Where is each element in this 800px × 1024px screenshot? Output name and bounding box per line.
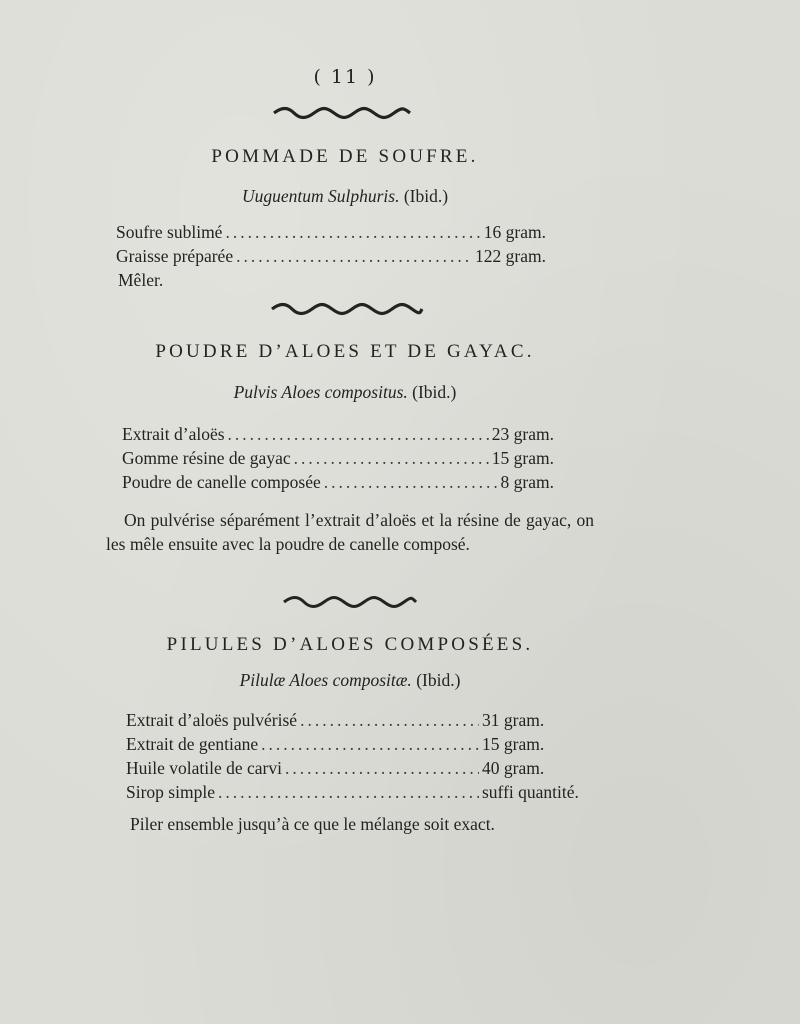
- ingredient-row: [126, 710, 592, 734]
- section-subtitle: [0, 186, 690, 207]
- reference: (Ibid.): [412, 382, 457, 402]
- wave-ornament: [272, 106, 412, 120]
- leader-dots: [294, 448, 489, 469]
- section-title: PILULES D’ALOES COMPOSÉES.: [166, 634, 534, 655]
- ingredient-quantity: 31 gram.: [482, 710, 545, 730]
- page-number: ( 11 ): [313, 66, 377, 88]
- ingredient-row: [122, 472, 554, 496]
- latin-name: Pilulæ Aloes compositæ.: [239, 670, 412, 690]
- leader-dots: [225, 222, 480, 243]
- ingredient-quantity: 15 gram.: [491, 448, 554, 468]
- instruction-text: Piler ensemble jusqu’à ce que le mélange soit exact.: [130, 814, 495, 834]
- leader-dots: [300, 710, 479, 731]
- leader-dots: [228, 424, 489, 445]
- latin-name: Pulvis Aloes compositus.: [233, 382, 408, 402]
- ingredient-row: [116, 246, 546, 270]
- ingredient-name: Sirop simple: [126, 782, 215, 802]
- ingredient-name: Extrait d’aloës: [122, 424, 225, 444]
- ingredient-name: Extrait de gentiane: [126, 734, 259, 754]
- ingredient-row: [122, 448, 554, 472]
- section-subtitle: [0, 670, 700, 691]
- latin-name: Uuguentum Sulphuris.: [241, 186, 400, 206]
- section-subtitle: [0, 382, 690, 403]
- section-title: POMMADE DE SOUFRE.: [211, 146, 479, 167]
- ingredient-row: [126, 782, 592, 806]
- ingredient-row: [126, 758, 592, 782]
- ingredient-quantity: 8 gram.: [500, 472, 554, 492]
- reference: (Ibid.): [416, 670, 461, 690]
- ingredient-name: Poudre de canelle composée: [122, 472, 321, 492]
- ingredient-row: [126, 734, 592, 758]
- leader-dots: [218, 782, 479, 803]
- ingredient-row: [116, 222, 546, 246]
- leader-dots: [285, 758, 479, 779]
- ingredient-quantity: 16 gram.: [483, 222, 546, 242]
- ingredient-name: Soufre sublimé: [116, 222, 223, 242]
- ingredient-list: [126, 710, 592, 806]
- reference: (Ibid.): [403, 186, 449, 206]
- ingredient-list: [116, 222, 546, 270]
- ingredient-list: [122, 424, 554, 496]
- instruction-text: Mêler.: [118, 270, 164, 290]
- ingredient-name: Huile volatile de carvi: [126, 758, 282, 778]
- instruction-paragraph: On pulvérise séparément l’extrait d’aloës et la résine de gayac, on les mêle ensuite avec la poudre de canelle composé.: [106, 510, 594, 554]
- ingredient-name: Gomme résine de gayac: [122, 448, 291, 468]
- ingredient-row: [122, 424, 554, 448]
- section-title: POUDRE D’ALOES ET DE GAYAC.: [155, 341, 535, 362]
- ingredient-quantity: suffi quantité.: [482, 782, 579, 802]
- ingredient-quantity: 122 gram.: [475, 246, 546, 266]
- ingredient-name: Extrait d’aloës pulvérisé: [126, 710, 298, 730]
- ingredient-quantity: 23 gram.: [491, 424, 554, 444]
- ingredient-name: Graisse préparée: [116, 246, 234, 266]
- ingredient-quantity: 15 gram.: [482, 734, 545, 754]
- leader-dots: [236, 246, 472, 267]
- wave-ornament: [282, 595, 418, 609]
- leader-dots: [261, 734, 479, 755]
- wave-ornament: [270, 302, 424, 316]
- ingredient-quantity: 40 gram.: [482, 758, 545, 778]
- leader-dots: [324, 472, 498, 493]
